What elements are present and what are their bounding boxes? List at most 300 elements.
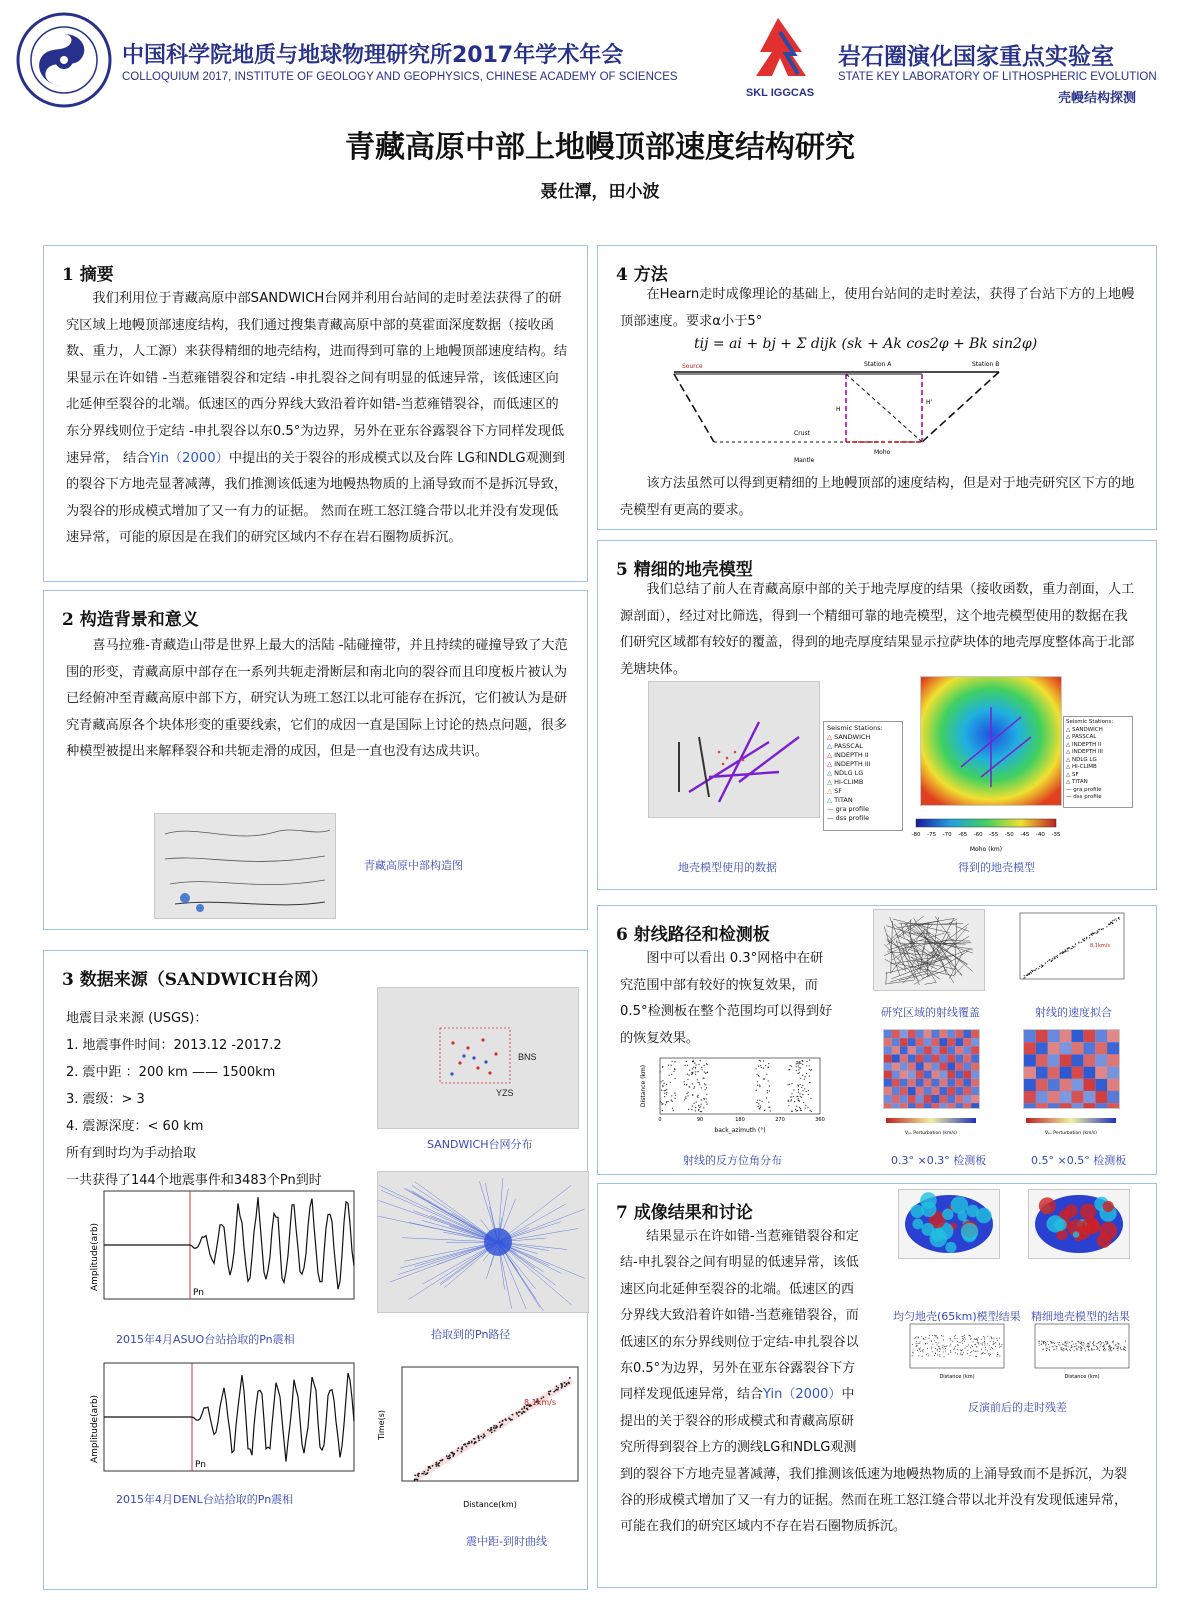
- azimuth-point: [705, 1089, 706, 1090]
- checker-cell: [1060, 1103, 1072, 1108]
- svg-text:Distance(km): Distance(km): [463, 1500, 517, 1509]
- fit-point: [1054, 957, 1055, 958]
- travel-time-point: [516, 1413, 518, 1415]
- checker-cell: [939, 1087, 947, 1095]
- residual-point: [1073, 1344, 1074, 1345]
- tectonics-text: [66, 633, 571, 766]
- residual-point: [991, 1336, 992, 1337]
- poster-authors: 聂仕潭，田小波: [540, 182, 660, 202]
- fit-point: [1106, 926, 1107, 927]
- residual-point: [945, 1346, 946, 1347]
- anomaly-blob: [1073, 1231, 1080, 1238]
- checkerboard-colorbar-03: [881, 1116, 981, 1138]
- criteria-item: 2. 震中距 ：200 km —— 1500km: [66, 1065, 276, 1080]
- azimuth-point: [687, 1079, 688, 1080]
- residual-point: [1059, 1345, 1060, 1346]
- checker-cell: [900, 1087, 908, 1095]
- fit-point: [1024, 975, 1025, 976]
- checker-cell: [971, 1054, 979, 1062]
- checker-cell: [916, 1030, 924, 1038]
- azimuth-point: [666, 1101, 667, 1102]
- residual-point: [970, 1347, 971, 1348]
- azimuth-point: [666, 1102, 667, 1103]
- azimuth-point: [706, 1098, 707, 1099]
- azimuth-point: [686, 1061, 687, 1062]
- residual-before: [898, 1322, 1008, 1382]
- residual-point: [987, 1343, 988, 1344]
- residual-point: [1065, 1343, 1066, 1344]
- azimuth-point: [689, 1075, 690, 1076]
- travel-time-point: [483, 1435, 485, 1437]
- residual-point: [1099, 1350, 1100, 1351]
- residual-point: [916, 1346, 917, 1347]
- checker-cell: [1024, 1079, 1036, 1091]
- fit-point: [1038, 968, 1039, 969]
- checker-cell: [924, 1046, 932, 1054]
- moho-colorbar: [906, 817, 1066, 857]
- citation-link[interactable]: Yin（2000）: [763, 1387, 842, 1403]
- residual-point: [1067, 1341, 1068, 1342]
- azimuth-point: [797, 1084, 798, 1085]
- residual-point: [936, 1342, 937, 1343]
- azimuth-point: [695, 1107, 696, 1108]
- checker-cell: [1107, 1103, 1119, 1108]
- residual-point: [984, 1337, 985, 1338]
- residual-point: [929, 1338, 930, 1339]
- residual-point: [932, 1344, 933, 1345]
- legend-item: △ HI-CLIMB: [827, 778, 864, 786]
- residual-point: [1113, 1341, 1114, 1342]
- azimuth-point: [686, 1093, 687, 1094]
- residual-point: [1125, 1341, 1126, 1342]
- azimuth-point: [800, 1096, 801, 1097]
- residual-point: [984, 1353, 985, 1354]
- azimuth-point: [707, 1064, 708, 1065]
- residual-point: [1088, 1344, 1089, 1345]
- residual-point: [1076, 1345, 1077, 1346]
- residual-point: [1082, 1345, 1083, 1346]
- residual-point: [1124, 1349, 1125, 1350]
- tectonics-paragraph: 喜马拉雅-青藏造山带是世界上最大的活陆 -陆碰撞带，并且持续的碰撞导致了大范围的形变，青藏高原中部存在一系列共轭走滑断层和南北向的裂谷而且印度板片被认为已经俯冲至青藏高原中部下方，研究认为班工怒江以北可能存在拆沉，它们被认为是研究青藏高原各个块体形变的重要线索，它们的成因一直是国际上讨论的热点问题，很多种模型被提出来解释裂谷和共轭走滑的成因，但是一直也没有达成共识。: [66, 638, 568, 760]
- residual-point: [952, 1341, 953, 1342]
- residual-point: [940, 1349, 941, 1350]
- checker-cell: [932, 1095, 940, 1103]
- checker-cell: [892, 1030, 900, 1038]
- results-text-a: 结果显示在许如错-当惹雍错裂谷和定结-申扎裂谷之间有明显的低速异常，该低速区向北延伸至裂谷的北端。低速区的西分界线大致沿着许如错-当惹雍错裂谷，而低速区的东分界线则位于定结-申扎裂谷以东0.5°为边界，另外在亚东谷露裂谷下方同样发现低速异常，结合: [620, 1229, 859, 1403]
- azimuth-point: [806, 1091, 807, 1092]
- azimuth-point: [800, 1078, 801, 1079]
- travel-time-point: [561, 1383, 563, 1385]
- residual-point: [1115, 1344, 1116, 1345]
- residual-point: [1061, 1347, 1062, 1348]
- residual-point: [937, 1349, 938, 1350]
- checker-cell: [971, 1038, 979, 1046]
- fit-point: [1102, 928, 1103, 929]
- fit-point: [1089, 935, 1090, 936]
- checker-cell: [1083, 1091, 1095, 1103]
- checker-cell: [939, 1046, 947, 1054]
- section-data: [43, 950, 588, 1590]
- azimuth-point: [694, 1063, 695, 1064]
- residual-point: [960, 1350, 961, 1351]
- svg-text:Pn: Pn: [193, 1288, 204, 1298]
- residual-point: [981, 1353, 982, 1354]
- section-title: 3 数据来源（SANDWICH台网）: [62, 970, 329, 990]
- section-title: 1 摘要: [62, 265, 114, 285]
- residual-point: [968, 1345, 969, 1346]
- azimuth-point: [760, 1065, 761, 1066]
- residual-point: [1063, 1350, 1064, 1351]
- azimuth-point: [672, 1061, 673, 1062]
- residual-point: [967, 1350, 968, 1351]
- azimuth-point: [769, 1090, 770, 1091]
- checker-cell: [1048, 1067, 1060, 1079]
- crust-model-text: [620, 577, 1135, 683]
- residual-point: [996, 1338, 997, 1339]
- residual-point: [953, 1349, 954, 1350]
- residual-point: [960, 1354, 961, 1355]
- residual-point: [1045, 1342, 1046, 1343]
- fit-point: [1028, 973, 1029, 974]
- travel-time-point: [564, 1385, 566, 1387]
- residual-point: [1075, 1343, 1076, 1344]
- azimuth-point: [789, 1069, 790, 1070]
- colorbar-tick: -65: [958, 832, 968, 838]
- residual-point: [1109, 1351, 1110, 1352]
- crust-data-map: [648, 681, 820, 818]
- azimuth-point: [766, 1097, 767, 1098]
- fit-point: [1056, 956, 1057, 957]
- travel-time-point: [493, 1427, 495, 1429]
- lab-title-en: STATE KEY LABORATORY OF LITHOSPHERIC EVOLUTION: [838, 71, 1157, 83]
- azimuth-point: [671, 1095, 672, 1096]
- svg-text:Vₚₙ Perturbation (km/s): Vₚₙ Perturbation (km/s): [905, 1131, 957, 1136]
- checker-cell: [947, 1095, 955, 1103]
- checker-cell: [900, 1095, 908, 1103]
- fit-point: [1039, 966, 1040, 967]
- travel-time-point: [418, 1473, 420, 1475]
- residual-point: [1084, 1343, 1085, 1344]
- residual-point: [916, 1336, 917, 1337]
- azimuth-point: [796, 1066, 797, 1067]
- checker-cell: [1024, 1030, 1036, 1042]
- criteria-item: 所有到时均为手动拾取: [66, 1146, 197, 1161]
- azimuth-point: [809, 1082, 810, 1083]
- residual-point: [990, 1341, 991, 1342]
- checker-cell: [1083, 1079, 1095, 1091]
- residual-point: [1089, 1350, 1090, 1351]
- azimuth-point: [769, 1085, 770, 1086]
- azimuth-point: [662, 1086, 663, 1087]
- residual-point: [914, 1338, 915, 1339]
- azimuth-point: [697, 1097, 698, 1098]
- checker-cell: [908, 1054, 916, 1062]
- azimuth-point: [764, 1078, 765, 1079]
- checker-cell: [900, 1054, 908, 1062]
- azimuth-point: [692, 1083, 693, 1084]
- azimuth-point: [704, 1071, 705, 1072]
- travel-time-point: [521, 1413, 523, 1415]
- residual-point: [1061, 1349, 1062, 1350]
- moho-model-caption: 得到的地壳模型: [958, 861, 1035, 874]
- pn-path-map: [377, 1171, 589, 1313]
- residual-point: [922, 1356, 923, 1357]
- waveform-asuo-caption: 2015年4月ASUO台站拾取的Pn震相: [116, 1333, 295, 1346]
- checker-cell: [932, 1046, 940, 1054]
- residual-point: [1091, 1348, 1092, 1349]
- residual-point: [993, 1343, 994, 1344]
- fit-point: [1072, 948, 1073, 949]
- residual-point: [1100, 1344, 1101, 1345]
- anomaly-blob: [912, 1219, 923, 1230]
- azimuth-point: [688, 1109, 689, 1110]
- azimuth-point: [699, 1107, 700, 1108]
- method-formula: tij = ai + bj + Σ dijk (sk + Ak cos2φ + Bk sin2φ): [694, 336, 1038, 352]
- legend-item: △ TITAN: [1066, 779, 1088, 785]
- checkerboard-05-caption: 0.5° ×0.5° 检测板: [1031, 1154, 1127, 1167]
- checker-cell: [1107, 1067, 1119, 1079]
- azimuth-point: [662, 1110, 663, 1111]
- residual-point: [932, 1335, 933, 1336]
- checker-cell: [884, 1095, 892, 1103]
- fit-point: [1065, 949, 1066, 950]
- fit-point: [1049, 959, 1050, 960]
- residual-point: [1084, 1348, 1085, 1349]
- svg-text:back_azimuth (°): back_azimuth (°): [714, 1127, 766, 1134]
- section-crust-model: [597, 540, 1157, 890]
- uniform-crust-caption: 均匀地壳(65km)模型结果: [893, 1310, 1021, 1323]
- residual-point: [1085, 1350, 1086, 1351]
- azimuth-point: [799, 1107, 800, 1108]
- residual-point: [964, 1348, 965, 1349]
- residual-point: [925, 1343, 926, 1344]
- travel-time-point: [522, 1411, 524, 1413]
- travel-time-point: [499, 1426, 501, 1428]
- azimuth-point: [693, 1067, 694, 1068]
- residual-point: [1117, 1348, 1118, 1349]
- travel-time-point: [475, 1441, 477, 1443]
- residual-point: [976, 1356, 977, 1357]
- azimuth-point: [686, 1084, 687, 1085]
- checker-cell: [892, 1038, 900, 1046]
- residual-point: [1123, 1348, 1124, 1349]
- colorbar-tick: -35: [1051, 832, 1061, 838]
- azimuth-point: [706, 1094, 707, 1095]
- azimuth-point: [770, 1110, 771, 1111]
- fit-point: [1068, 948, 1069, 949]
- section-title: 5 精细的地壳模型: [616, 560, 753, 580]
- residual-point: [975, 1344, 976, 1345]
- travel-time-point: [491, 1429, 493, 1431]
- residual-point: [1096, 1346, 1097, 1347]
- azimuth-point: [700, 1060, 701, 1061]
- residual-point: [942, 1347, 943, 1348]
- travel-time-point: [496, 1426, 498, 1428]
- azimuth-point: [791, 1083, 792, 1084]
- checker-cell: [884, 1087, 892, 1095]
- checker-cell: [924, 1030, 932, 1038]
- azimuth-point: [800, 1067, 801, 1068]
- residual-point: [999, 1356, 1000, 1357]
- azimuth-point: [758, 1076, 759, 1077]
- legend-item: △ NDLG LG: [1066, 756, 1097, 763]
- azimuth-point: [760, 1105, 761, 1106]
- azimuth-point: [769, 1107, 770, 1108]
- fit-point: [1081, 942, 1082, 943]
- azimuth-point: [799, 1063, 800, 1064]
- azimuth-point: [695, 1074, 696, 1075]
- azimuth-point: [696, 1064, 697, 1065]
- legend-item: — gra profile: [827, 805, 869, 813]
- azimuth-point: [687, 1065, 688, 1066]
- travel-time-point: [415, 1478, 417, 1480]
- travel-time-point: [466, 1446, 468, 1448]
- checker-cell: [916, 1046, 924, 1054]
- checker-cell: [971, 1095, 979, 1103]
- travel-time-point: [436, 1465, 438, 1467]
- azimuth-point: [811, 1111, 812, 1112]
- residual-point: [1112, 1342, 1113, 1343]
- checker-cell: [947, 1103, 955, 1108]
- azimuth-tick: 270: [775, 1117, 785, 1123]
- azimuth-point: [666, 1089, 667, 1090]
- results-text-b: 中提出的关于裂谷的形成模式和青藏高原研究所得到裂谷上方的测线LG和NDLG观测到的裂谷下方地壳显著减薄，我们推测该低速为地幔热物质的上涌导致而不是拆沉，为裂谷的形成模式增加了又一有力的证据。然而在班工怒江缝合带以北并没有发现低速异常，可能在我们的研究区域内不存在岩石圈物质拆沉。: [620, 1387, 1128, 1535]
- azimuth-point: [768, 1102, 769, 1103]
- travel-time-point: [424, 1471, 426, 1473]
- azimuth-point: [790, 1100, 791, 1101]
- fit-point: [1057, 955, 1058, 956]
- residual-point: [1051, 1342, 1052, 1343]
- residual-point: [984, 1341, 985, 1342]
- fit-point: [1094, 932, 1095, 933]
- checker-cell: [1048, 1030, 1060, 1042]
- azimuth-point: [802, 1075, 803, 1076]
- azimuth-point: [768, 1063, 769, 1064]
- azimuth-point: [706, 1087, 707, 1088]
- checker-cell: [1107, 1030, 1119, 1042]
- residual-point: [917, 1346, 918, 1347]
- checker-cell: [963, 1046, 971, 1054]
- azimuth-point: [768, 1067, 769, 1068]
- checker-cell: [963, 1054, 971, 1062]
- residual-point: [1094, 1349, 1095, 1350]
- uniform-crust-result: [898, 1189, 1000, 1259]
- checker-cell: [884, 1030, 892, 1038]
- legend-item: — dss profile: [1066, 794, 1102, 800]
- legend-item: △ TITAN: [827, 796, 853, 804]
- azimuth-point: [671, 1074, 672, 1075]
- azimuth-point: [692, 1094, 693, 1095]
- colorbar-tick: -40: [1035, 832, 1045, 838]
- checker-cell: [1095, 1091, 1107, 1103]
- azimuth-point: [810, 1110, 811, 1111]
- residual-point: [915, 1337, 916, 1338]
- travel-time-point: [553, 1391, 555, 1393]
- residual-point: [978, 1342, 979, 1343]
- residual-point: [1072, 1346, 1073, 1347]
- azimuth-point: [698, 1064, 699, 1065]
- residual-point: [1049, 1350, 1050, 1351]
- checker-cell: [963, 1071, 971, 1079]
- checkerboard-03-caption: 0.3° ×0.3° 检测板: [891, 1154, 987, 1167]
- residual-point: [999, 1338, 1000, 1339]
- azimuth-point: [668, 1101, 669, 1102]
- azimuth-point: [664, 1090, 665, 1091]
- residual-point: [954, 1348, 955, 1349]
- checker-cell: [932, 1071, 940, 1079]
- checker-cell: [963, 1095, 971, 1103]
- azimuth-point: [660, 1101, 661, 1102]
- data-criteria: [66, 1005, 322, 1194]
- residual-point: [983, 1352, 984, 1353]
- azimuth-point: [792, 1111, 793, 1112]
- checker-cell: [916, 1095, 924, 1103]
- org-title-en: COLLOQUIUM 2017, INSTITUTE OF GEOLOGY AND GEOPHYSICS, CHINESE ACADEMY OF SCIENCES: [122, 71, 678, 83]
- sandwich-map-caption: SANDWICH台网分布: [427, 1138, 533, 1151]
- azimuth-point: [702, 1069, 703, 1070]
- residual-point: [923, 1351, 924, 1352]
- fit-point: [1031, 972, 1032, 973]
- azimuth-point: [758, 1066, 759, 1067]
- azimuth-point: [801, 1087, 802, 1088]
- residual-point: [1043, 1342, 1044, 1343]
- residual-point: [912, 1344, 913, 1345]
- fit-point: [1041, 967, 1042, 968]
- residual-point: [1086, 1346, 1087, 1347]
- azimuth-point: [759, 1060, 760, 1061]
- residual-point: [964, 1335, 965, 1336]
- section-title: 4 方法: [616, 265, 668, 285]
- azimuth-point: [756, 1068, 757, 1069]
- travel-time-point: [548, 1391, 550, 1393]
- method-text: [620, 282, 1135, 335]
- residual-point: [976, 1346, 977, 1347]
- legend-item: △ NDLG LG: [827, 769, 864, 777]
- residual-point: [944, 1346, 945, 1347]
- anomaly-blob: [1054, 1219, 1066, 1231]
- residual-point: [1071, 1341, 1072, 1342]
- residual-point: [982, 1353, 983, 1354]
- azimuth-point: [671, 1100, 672, 1101]
- travel-time-point: [566, 1383, 568, 1385]
- travel-time-point: [436, 1462, 438, 1464]
- azimuth-point: [675, 1098, 676, 1099]
- citation-link[interactable]: Yin（2000）: [149, 450, 229, 466]
- section-title: 7 成像结果和讨论: [616, 1203, 753, 1223]
- residual-point: [971, 1338, 972, 1339]
- residual-point: [935, 1353, 936, 1354]
- azimuth-point: [692, 1068, 693, 1069]
- azimuth-point: [674, 1061, 675, 1062]
- anomaly-blob: [945, 1242, 956, 1253]
- residual-point: [1118, 1343, 1119, 1344]
- residual-point: [957, 1338, 958, 1339]
- residual-point: [912, 1355, 913, 1356]
- residual-point: [1092, 1343, 1093, 1344]
- checker-cell: [1048, 1054, 1060, 1066]
- travel-time-point: [489, 1430, 491, 1432]
- azimuth-point: [668, 1065, 669, 1066]
- residual-point: [931, 1347, 932, 1348]
- residual-point: [970, 1352, 971, 1353]
- svg-text:Crust: Crust: [794, 430, 810, 437]
- checker-cell: [963, 1079, 971, 1087]
- residual-point: [1104, 1344, 1105, 1345]
- anomaly-blob: [920, 1192, 937, 1209]
- azimuth-point: [763, 1060, 764, 1061]
- residual-point: [921, 1336, 922, 1337]
- checker-cell: [892, 1054, 900, 1062]
